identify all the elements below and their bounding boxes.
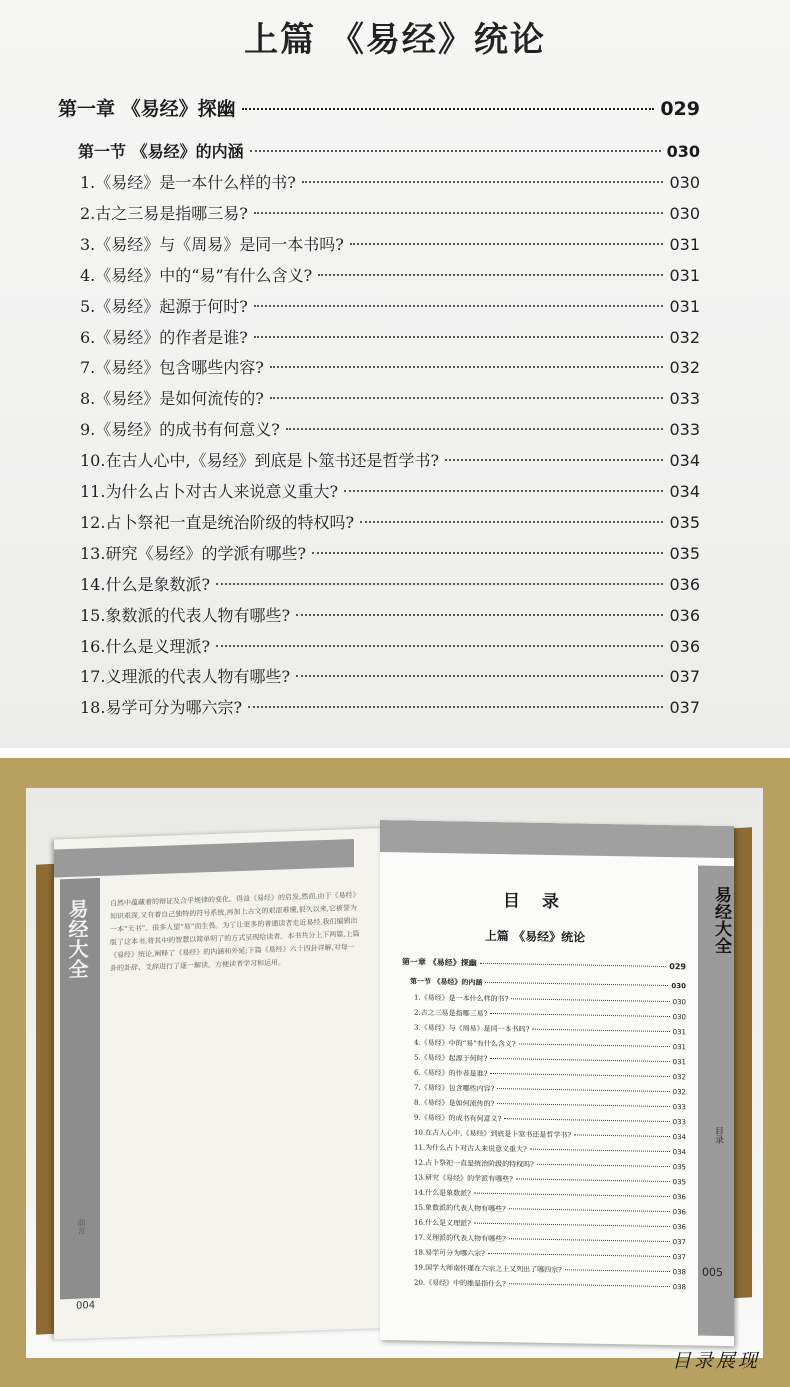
- leader-dots: [254, 212, 664, 214]
- toc-item-label: 9.《易经》的成书有何意义?: [414, 1113, 502, 1124]
- toc-item-page-number: 033: [672, 1118, 686, 1127]
- toc-item-label: 13.研究《易经》的学派有哪些?: [80, 543, 307, 563]
- toc-item-row[interactable]: [80, 201, 700, 224]
- leader-dots: [490, 1013, 669, 1017]
- toc-item-page-number: 035: [672, 1163, 686, 1172]
- toc-item-page-number: 034: [672, 1133, 686, 1142]
- toc-item-page-number: 031: [672, 1043, 686, 1052]
- leader-dots: [490, 1073, 669, 1077]
- toc-item-label: 7.《易经》包含哪些内容?: [80, 358, 264, 378]
- toc-item-row[interactable]: [80, 448, 700, 471]
- leader-dots: [296, 614, 663, 616]
- toc-item-label: 17.义理派的代表人物有哪些?: [414, 1233, 506, 1244]
- toc-item-row[interactable]: [80, 510, 700, 533]
- mini-toc-item-row: [414, 1203, 686, 1218]
- running-head: 前言: [77, 1218, 86, 1235]
- toc-item-label: 9.《易经》的成书有何意义?: [80, 420, 280, 440]
- leader-dots: [574, 1134, 670, 1137]
- mini-toc-item-row: [414, 1083, 686, 1098]
- toc-item-page-number: 036: [669, 574, 700, 594]
- toc-item-page-number: 030: [672, 998, 686, 1007]
- toc-item-label: 3.《易经》与《周易》是同一本书吗?: [414, 1023, 530, 1034]
- toc-item-row[interactable]: [80, 170, 700, 193]
- page-number: 004: [76, 1300, 96, 1312]
- leader-dots: [360, 521, 663, 523]
- leader-dots: [270, 397, 664, 399]
- toc-item-label: 14.什么是象数派?: [414, 1188, 471, 1198]
- mini-toc-item-row: [414, 1098, 686, 1113]
- right-page: [380, 820, 734, 1346]
- toc-item-page-number: 035: [669, 512, 700, 532]
- mini-toc-item-row: [414, 1008, 686, 1023]
- toc-item-row[interactable]: [80, 417, 700, 440]
- toc-item-page-number: 030: [672, 1013, 686, 1022]
- toc-item-row[interactable]: [80, 294, 700, 317]
- leader-dots: [286, 428, 664, 430]
- toc-item-row[interactable]: [80, 695, 700, 718]
- leader-dots: [318, 274, 663, 276]
- toc-heading: 目 录: [503, 891, 567, 913]
- toc-item-label: 10.在古人心中,《易经》到底是卜筮书还是哲学书?: [80, 451, 440, 471]
- mini-toc-item-row: [414, 1248, 686, 1263]
- toc-item-label: 16.什么是义理派?: [414, 1218, 471, 1228]
- mini-toc-item-row: [414, 993, 686, 1008]
- chapter-page-number: 029: [669, 962, 686, 972]
- toc-item-row[interactable]: [80, 572, 700, 595]
- toc-item-label: 3.《易经》与《周易》是同一本书吗?: [80, 234, 344, 254]
- toc-part-title: 上篇 《易经》统论: [484, 928, 586, 945]
- mini-toc-item-row: [414, 1128, 686, 1143]
- toc-item-page-number: 031: [672, 1028, 686, 1037]
- toc-item-label: 19.国学大师南怀瑾在六宗之上又列出了哪四宗?: [414, 1263, 562, 1275]
- book-title-vertical: 易经大全: [65, 898, 89, 980]
- toc-item-label: 12.占卜祭祀一直是统治阶级的特权吗?: [80, 512, 355, 532]
- toc-item-row[interactable]: [80, 263, 700, 286]
- toc-item-label: 8.《易经》是如何流传的?: [414, 1098, 495, 1108]
- toc-item-page-number: 031: [672, 1058, 686, 1067]
- toc-item-label: 2.古之三易是指哪三易?: [80, 203, 248, 223]
- page-number: 005: [702, 1265, 723, 1279]
- section-page-number: 030: [671, 982, 686, 991]
- toc-item-label: 11.为什么占卜对古人来说意义重大?: [80, 482, 339, 501]
- leader-dots: [474, 1193, 670, 1197]
- toc-item-page-number: 038: [672, 1283, 686, 1292]
- toc-item-page-number: 034: [669, 451, 700, 471]
- running-head: 目录: [713, 1125, 723, 1144]
- leader-dots: [565, 1269, 670, 1272]
- chapter-page-number: 029: [660, 98, 700, 120]
- toc-item-page-number: 033: [672, 1103, 686, 1112]
- toc-item-page-number: 036: [672, 1193, 686, 1202]
- toc-item-label: 13.研究《易经》的学派有哪些?: [414, 1173, 513, 1184]
- mini-toc-item-row: [414, 1233, 686, 1248]
- leader-dots: [312, 552, 663, 554]
- leader-dots: [488, 1253, 670, 1257]
- leader-dots: [250, 150, 661, 152]
- toc-item-label: 5.《易经》起源于何时?: [414, 1053, 488, 1063]
- page-header-band: [54, 839, 354, 877]
- mini-toc-chapter-row: [402, 956, 686, 972]
- leader-dots: [530, 1149, 670, 1152]
- leader-dots: [216, 583, 663, 585]
- leader-dots: [511, 998, 669, 1002]
- toc-chapter-row[interactable]: [58, 94, 700, 121]
- leader-dots: [254, 336, 664, 338]
- leader-dots: [248, 706, 663, 708]
- leader-dots: [302, 181, 664, 183]
- toc-item-page-number: 036: [672, 1208, 686, 1217]
- leader-dots: [344, 490, 663, 492]
- leader-dots: [497, 1088, 669, 1092]
- toc-item-page-number: 036: [672, 1223, 686, 1232]
- mini-toc-item-row: [414, 1113, 686, 1128]
- toc-item-row[interactable]: [80, 386, 700, 409]
- leader-dots: [480, 963, 667, 967]
- toc-item-page-number: 030: [669, 173, 700, 192]
- toc-item-page-number: 031: [669, 234, 700, 254]
- mini-toc-item-row: [414, 1023, 686, 1038]
- section-page-number: 030: [666, 142, 700, 161]
- toc-item-page-number: 038: [672, 1268, 686, 1277]
- left-page: [54, 828, 384, 1340]
- toc-item-page-number: 037: [669, 698, 700, 718]
- mini-toc-section-row: [410, 977, 686, 992]
- book-photo-panel: [0, 758, 790, 1387]
- leader-dots: [490, 1058, 669, 1062]
- toc-item-label: 8.《易经》是如何流传的?: [80, 389, 264, 409]
- leader-dots: [519, 1043, 670, 1047]
- leader-dots: [474, 1223, 670, 1227]
- toc-item-label: 1.《易经》是一本什么样的书?: [414, 993, 509, 1004]
- section-label: 第一节 《易经》的内涵: [78, 142, 244, 161]
- toc-item-page-number: 033: [669, 389, 700, 409]
- leader-dots: [445, 459, 663, 461]
- toc-item-page-number: 032: [669, 327, 700, 347]
- toc-item-label: 14.什么是象数派?: [80, 574, 211, 594]
- mini-toc-item-row: [414, 1143, 686, 1158]
- toc-item-row[interactable]: [80, 232, 700, 255]
- toc-item-page-number: 037: [672, 1238, 686, 1247]
- leader-dots: [532, 1029, 669, 1032]
- toc-item-label: 15.象数派的代表人物有哪些?: [80, 605, 291, 625]
- mini-toc-item-row: [414, 1068, 686, 1083]
- leader-dots: [509, 1283, 670, 1287]
- preface-text: 自然中蕴藏着的辩证及合乎规律的变化。得益《易经》的启发,然而,由于《易经》知识艰深,又有着自己独特的符号系统,再加上古文的艰涩难懂,很久以来,它被誉为一本“天书”。很多人望“易”而生畏。为了让更多的普通读者走近易经,我们编辑出版了这本书,将其中的智慧以简单明了的方式呈现给读者。本书共分上下两篇,上篇《易经》统论,阐释了《易经》的内涵和外延;下篇《易经》六十四卦详解,对每一卦的卦辞、爻辞进行了逐一解读。方便读者学习和运用。: [110, 890, 360, 973]
- toc-item-page-number: 032: [669, 358, 700, 378]
- book-title-vertical: 易经大全: [711, 885, 731, 955]
- leader-dots: [497, 1103, 669, 1107]
- panel-separator: [0, 748, 790, 758]
- toc-item-label: 18.易学可分为哪六宗?: [80, 698, 243, 718]
- toc-item-page-number: 032: [672, 1073, 686, 1082]
- mini-toc-item-row: [414, 1173, 686, 1188]
- toc-item-label: 15.象数派的代表人物有哪些?: [414, 1203, 506, 1214]
- caption: 目录展现: [671, 1350, 760, 1372]
- mini-toc-item-row: [414, 1053, 686, 1068]
- toc-item-page-number: 036: [669, 605, 700, 625]
- leader-dots: [509, 1208, 670, 1212]
- toc-item-label: 6.《易经》的作者是谁?: [80, 327, 248, 347]
- mini-toc-item-row: [414, 1038, 686, 1053]
- toc-item-row[interactable]: [80, 664, 700, 687]
- toc-item-page-number: 033: [669, 420, 700, 440]
- toc-item-label: 10.在古人心中,《易经》到底是卜筮书还是哲学书?: [414, 1128, 572, 1140]
- toc-item-page-number: 032: [672, 1088, 686, 1097]
- leader-dots: [504, 1118, 669, 1122]
- toc-item-page-number: 037: [669, 667, 700, 687]
- toc-item-row[interactable]: [80, 355, 700, 378]
- toc-item-page-number: 035: [672, 1178, 686, 1187]
- leader-dots: [516, 1178, 670, 1182]
- toc-item-page-number: 036: [669, 636, 700, 656]
- mini-toc-item-row: [414, 1278, 686, 1293]
- toc-item-page-number: 034: [669, 482, 700, 501]
- toc-item-label: 11.为什么占卜对古人来说意义重大?: [414, 1143, 527, 1154]
- part-title: 上篇 《易经》统论: [244, 20, 546, 60]
- toc-item-row[interactable]: [80, 541, 700, 564]
- toc-item-label: 16.什么是义理派?: [80, 636, 211, 656]
- leader-dots: [216, 645, 663, 647]
- page-header-band: [380, 820, 734, 858]
- chapter-label: 第一章 《易经》探幽: [402, 957, 477, 968]
- toc-item-label: 1.《易经》是一本什么样的书?: [80, 173, 296, 192]
- toc-item-label: 6.《易经》的作者是谁?: [414, 1068, 488, 1078]
- leader-dots: [242, 108, 655, 110]
- chapter-label: 第一章 《易经》探幽: [58, 98, 236, 120]
- toc-item-label: 20.《易经》中的维是指什么?: [414, 1278, 506, 1289]
- toc-item-label: 12.占卜祭祀一直是统治阶级的特权吗?: [414, 1158, 534, 1169]
- leader-dots: [485, 982, 668, 986]
- toc-item-row[interactable]: [80, 479, 700, 502]
- mini-toc-item-row: [414, 1188, 686, 1203]
- leader-dots: [254, 305, 664, 307]
- mini-toc-item-row: [414, 1158, 686, 1173]
- leader-dots: [296, 675, 663, 677]
- toc-item-page-number: 035: [669, 543, 700, 563]
- section-label: 第一节 《易经》的内涵: [410, 977, 483, 987]
- mini-toc-item-row: [414, 1263, 686, 1278]
- toc-item-page-number: 031: [669, 265, 700, 285]
- toc-section-row[interactable]: [78, 139, 700, 162]
- leader-dots: [270, 366, 664, 368]
- leader-dots: [350, 243, 664, 245]
- toc-item-page-number: 034: [672, 1148, 686, 1157]
- toc-item-label: 4.《易经》中的“易”有什么含义?: [80, 265, 313, 285]
- leader-dots: [537, 1164, 670, 1167]
- toc-item-row[interactable]: [80, 634, 700, 657]
- toc-item-page-number: 030: [669, 203, 700, 223]
- leader-dots: [509, 1238, 670, 1242]
- toc-item-label: 2.古之三易是指哪三易?: [414, 1008, 488, 1018]
- toc-item-page-number: 037: [672, 1253, 686, 1262]
- toc-item-row[interactable]: [80, 325, 700, 348]
- toc-item-label: 5.《易经》起源于何时?: [80, 296, 248, 316]
- toc-item-row[interactable]: [80, 603, 700, 626]
- toc-item-page-number: 031: [669, 296, 700, 316]
- toc-item-label: 4.《易经》中的“易”有什么含义?: [414, 1038, 516, 1049]
- toc-item-label: 7.《易经》包含哪些内容?: [414, 1083, 495, 1093]
- toc-item-label: 17.义理派的代表人物有哪些?: [80, 667, 291, 687]
- toc-item-label: 18.易学可分为哪六宗?: [414, 1248, 485, 1258]
- mini-toc-item-row: [414, 1218, 686, 1233]
